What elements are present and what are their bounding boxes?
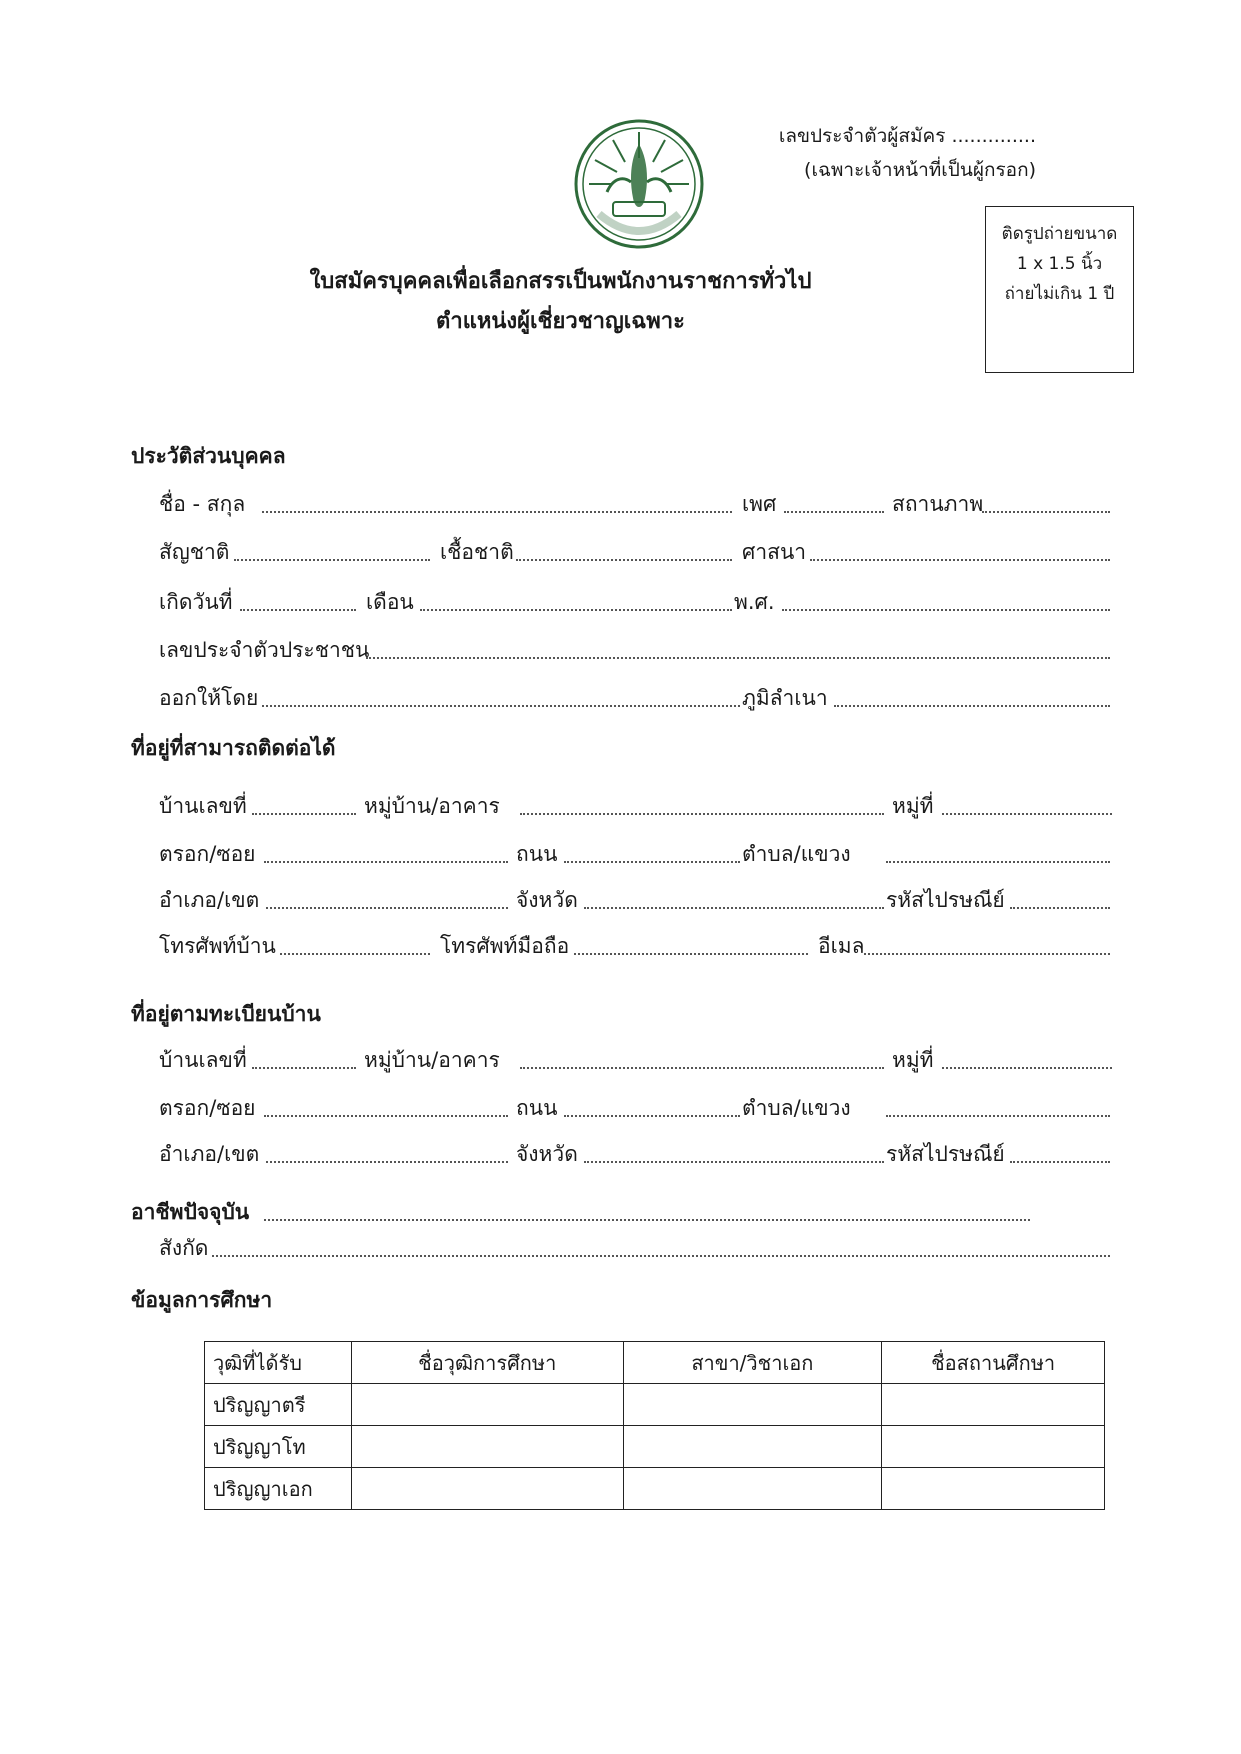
home-phone-field[interactable] [280, 953, 430, 955]
reg-soi-field[interactable] [264, 1115, 508, 1117]
section-contact-address-heading: ที่อยู่ที่สามารถติดต่อได้ [131, 736, 336, 760]
contact-road-label: ถนน [516, 842, 558, 866]
contact-house-no-field[interactable] [252, 813, 356, 815]
reg-subdistrict-label: ตำบล/แขวง [742, 1096, 851, 1120]
col-major-header: สาขา/วิชาเอก [623, 1342, 882, 1384]
reg-moo-label: หมู่ที่ [892, 1048, 934, 1072]
occupation-label: อาชีพปัจจุบัน [131, 1200, 250, 1224]
table-row [205, 1468, 1105, 1510]
reg-province-field[interactable] [584, 1161, 884, 1163]
email-field[interactable] [864, 953, 1110, 955]
col-degree-name-header: ชื่อวุฒิการศึกษา [351, 1342, 623, 1384]
table-row [205, 1384, 1105, 1426]
email-label: อีเมล [818, 934, 865, 958]
institution-cell[interactable] [882, 1468, 1105, 1510]
photo-instruction-3: ถ่ายไม่เกิน 1 ปี [1004, 284, 1115, 304]
year-label: พ.ศ. [734, 590, 775, 614]
name-field[interactable] [262, 511, 732, 513]
photo-instruction-2: 1 x 1.5 นิ้ว [1016, 254, 1103, 274]
contact-district-field[interactable] [266, 907, 508, 909]
institution-cell[interactable] [882, 1426, 1105, 1468]
contact-postcode-field[interactable] [1010, 907, 1110, 909]
degree-master: ปริญญาโท [205, 1426, 352, 1468]
reg-postcode-label: รหัสไปรษณีย์ [886, 1142, 1005, 1166]
institution-cell[interactable] [882, 1384, 1105, 1426]
education-table [204, 1341, 1105, 1510]
section-registered-address-heading: ที่อยู่ตามทะเบียนบ้าน [131, 1002, 321, 1026]
contact-moo-label: หมู่ที่ [892, 794, 934, 818]
degree-name-cell[interactable] [351, 1468, 623, 1510]
degree-name-cell[interactable] [351, 1426, 623, 1468]
major-cell[interactable] [623, 1384, 882, 1426]
affiliation-field[interactable] [212, 1255, 1110, 1257]
mobile-label: โทรศัพท์มือถือ [440, 934, 570, 958]
reg-district-field[interactable] [266, 1161, 508, 1163]
race-field[interactable] [516, 559, 732, 561]
name-label: ชื่อ - สกุล [159, 492, 246, 516]
birth-day-label: เกิดวันที่ [159, 590, 233, 614]
col-degree-header: วุฒิที่ได้รับ [205, 1342, 352, 1384]
section-personal-heading: ประวัติส่วนบุคคล [131, 444, 286, 468]
contact-village-field[interactable] [520, 813, 884, 815]
form-subtitle: ตำแหน่งผู้เชี่ยวชาญเฉพาะ [436, 309, 685, 334]
contact-province-label: จังหวัด [516, 888, 578, 912]
reg-postcode-field[interactable] [1010, 1161, 1110, 1163]
occupation-field[interactable] [264, 1219, 1030, 1221]
reg-house-no-label: บ้านเลขที่ [159, 1048, 247, 1072]
nationality-field[interactable] [234, 559, 430, 561]
contact-road-field[interactable] [564, 861, 740, 863]
marital-field[interactable] [982, 511, 1110, 513]
reg-village-label: หมู่บ้าน/อาคาร [364, 1048, 500, 1072]
contact-soi-field[interactable] [264, 861, 508, 863]
reg-soi-label: ตรอก/ซอย [159, 1096, 256, 1120]
contact-house-no-label: บ้านเลขที่ [159, 794, 247, 818]
contact-subdistrict-field[interactable] [886, 861, 1110, 863]
department-seal-logo [573, 118, 705, 250]
table-row [205, 1426, 1105, 1468]
race-label: เชื้อชาติ [440, 540, 514, 564]
domicile-field[interactable] [834, 705, 1110, 707]
marital-label: สถานภาพ [892, 492, 984, 516]
contact-moo-field[interactable] [942, 813, 1112, 815]
col-institution-header: ชื่อสถานศึกษา [882, 1342, 1105, 1384]
reg-province-label: จังหวัด [516, 1142, 578, 1166]
religion-field[interactable] [810, 559, 1110, 561]
table-header-row [205, 1342, 1105, 1384]
form-title: ใบสมัครบุคคลเพื่อเลือกสรรเป็นพนักงานราชการทั่วไป [309, 269, 812, 294]
nationality-label: สัญชาติ [159, 540, 230, 564]
contact-subdistrict-label: ตำบล/แขวง [742, 842, 851, 866]
citizen-id-field[interactable] [366, 657, 1110, 659]
issued-by-label: ออกให้โดย [159, 686, 259, 710]
citizen-id-label: เลขประจำตัวประชาชน [159, 638, 370, 662]
sex-field[interactable] [784, 511, 884, 513]
major-cell[interactable] [623, 1468, 882, 1510]
reg-road-label: ถนน [516, 1096, 558, 1120]
birth-day-field[interactable] [240, 609, 356, 611]
mobile-field[interactable] [574, 953, 808, 955]
reg-village-field[interactable] [520, 1067, 884, 1069]
contact-village-label: หมู่บ้าน/อาคาร [364, 794, 500, 818]
applicant-id-label: เลขประจำตัวผู้สมัคร .............. [778, 125, 1036, 147]
contact-district-label: อำเภอ/เขต [159, 888, 260, 912]
reg-subdistrict-field[interactable] [886, 1115, 1110, 1117]
issued-by-field[interactable] [262, 705, 740, 707]
reg-moo-field[interactable] [942, 1067, 1112, 1069]
home-phone-label: โทรศัพท์บ้าน [159, 934, 276, 958]
degree-bachelor: ปริญญาตรี [205, 1384, 352, 1426]
degree-doctorate: ปริญญาเอก [205, 1468, 352, 1510]
contact-soi-label: ตรอก/ซอย [159, 842, 256, 866]
staff-note: (เฉพาะเจ้าหน้าที่เป็นผู้กรอก) [804, 159, 1036, 181]
degree-name-cell[interactable] [351, 1384, 623, 1426]
religion-label: ศาสนา [742, 540, 807, 564]
photo-instruction-1: ติดรูปถ่ายขนาด [1001, 224, 1118, 244]
domicile-label: ภูมิลำเนา [742, 686, 828, 710]
contact-province-field[interactable] [584, 907, 884, 909]
affiliation-label: สังกัด [159, 1236, 209, 1260]
section-education-heading: ข้อมูลการศึกษา [131, 1288, 273, 1312]
major-cell[interactable] [623, 1426, 882, 1468]
month-label: เดือน [366, 590, 414, 614]
sex-label: เพศ [742, 492, 777, 516]
contact-postcode-label: รหัสไปรษณีย์ [886, 888, 1005, 912]
reg-road-field[interactable] [564, 1115, 740, 1117]
reg-district-label: อำเภอ/เขต [159, 1142, 260, 1166]
year-field[interactable] [782, 609, 1110, 611]
month-field[interactable] [420, 609, 732, 611]
reg-house-no-field[interactable] [252, 1067, 356, 1069]
